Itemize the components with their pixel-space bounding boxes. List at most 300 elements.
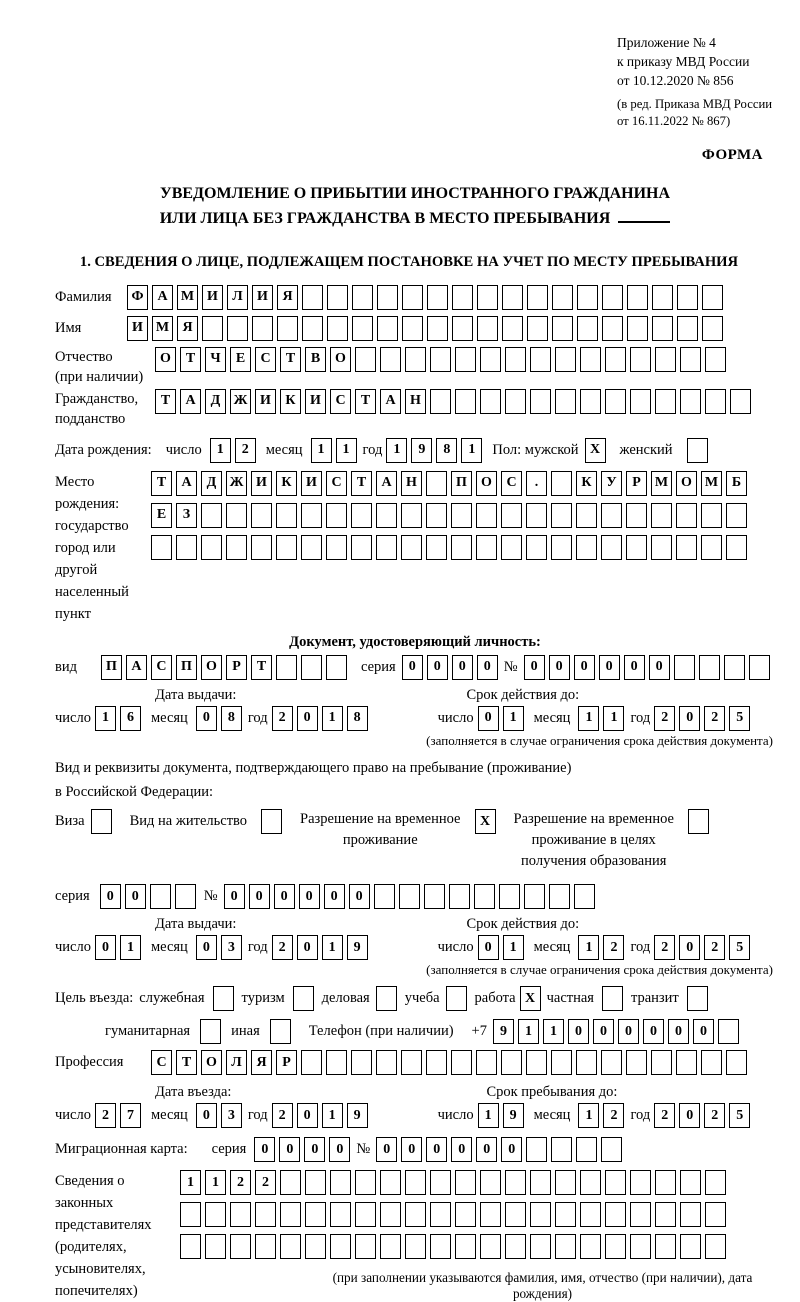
temp-residence-checkbox: X xyxy=(475,809,496,834)
form-cell xyxy=(630,347,651,372)
form-cell: 1 xyxy=(503,706,524,731)
form-cell: 0 xyxy=(224,884,245,909)
year-label: год xyxy=(362,441,383,458)
form-cell: 0 xyxy=(196,706,217,731)
form-cell xyxy=(449,884,470,909)
form-cell: С xyxy=(330,389,351,414)
entry-purpose-row2 xyxy=(55,1019,775,1044)
form-cell: 5 xyxy=(729,1103,750,1128)
doc-issue-year xyxy=(272,706,368,731)
form-cell xyxy=(724,655,745,680)
form-cell xyxy=(380,1234,401,1259)
form-cell xyxy=(326,1050,347,1075)
visa-label: Виза xyxy=(55,813,85,830)
form-cell: С xyxy=(501,471,522,496)
form-cell: 1 xyxy=(543,1019,564,1044)
form-cell: 0 xyxy=(196,1103,217,1128)
form-cell xyxy=(705,1202,726,1227)
form-cell: К xyxy=(280,389,301,414)
form-cell xyxy=(580,1234,601,1259)
form-cell xyxy=(401,1050,422,1075)
form-cell: 5 xyxy=(729,935,750,960)
residence-number-cells xyxy=(224,884,595,909)
form-cell xyxy=(480,1234,501,1259)
doc-type-label: вид xyxy=(55,658,77,675)
form-cell xyxy=(205,1202,226,1227)
form-cell xyxy=(576,1137,597,1162)
form-cell xyxy=(455,347,476,372)
form-cell: 1 xyxy=(120,935,141,960)
form-cell: 0 xyxy=(476,1137,497,1162)
form-cell xyxy=(180,1234,201,1259)
form-cell: Я xyxy=(277,285,298,310)
appendix-line: от 10.12.2020 № 856 xyxy=(617,72,734,88)
form-cell xyxy=(480,347,501,372)
form-cell xyxy=(402,316,423,341)
form-cell xyxy=(255,1202,276,1227)
entry-dates-row: число 2 7 месяц 0 3 год 2 0 1 9 число 1 9 месяц 1 2 год 2 0 2 5 xyxy=(55,1103,775,1128)
migration-number-label: № xyxy=(356,1141,371,1158)
form-cell xyxy=(476,535,497,560)
form-cell xyxy=(680,389,701,414)
entry-purpose-row: Цель въезда: служебная туризм деловая учеба работа X частная транзит xyxy=(55,986,775,1011)
form-cell: 0 xyxy=(349,884,370,909)
form-cell xyxy=(476,1050,497,1075)
doc-number-cells xyxy=(524,655,770,680)
form-cell xyxy=(205,1234,226,1259)
form-cell: У xyxy=(601,471,622,496)
form-cell: О xyxy=(676,471,697,496)
form-cell: Т xyxy=(280,347,301,372)
form-cell: 0 xyxy=(668,1019,689,1044)
form-cell xyxy=(305,1234,326,1259)
form-cell xyxy=(255,1234,276,1259)
purpose-business-checkbox xyxy=(376,986,397,1011)
form-cell xyxy=(605,347,626,372)
identity-doc-heading: Документ, удостоверяющий личность: xyxy=(289,633,541,650)
form-cell xyxy=(377,285,398,310)
form-cell xyxy=(277,316,298,341)
form-cell xyxy=(501,503,522,528)
form-cell xyxy=(630,389,651,414)
form-cell xyxy=(555,1202,576,1227)
form-cell xyxy=(576,1050,597,1075)
form-cell xyxy=(705,1234,726,1259)
form-cell: 2 xyxy=(255,1170,276,1195)
form-cell: Ж xyxy=(226,471,247,496)
form-cell xyxy=(202,316,223,341)
form-cell xyxy=(330,1202,351,1227)
form-cell xyxy=(555,1170,576,1195)
form-cell xyxy=(201,503,222,528)
form-cell xyxy=(602,316,623,341)
form-cell xyxy=(505,389,526,414)
section1-heading: 1. СВЕДЕНИЯ О ЛИЦЕ, ПОДЛЕЖАЩЕМ ПОСТАНОВКЕ НА УЧЕТ ПО МЕСТУ ПРЕБЫВАНИЯ xyxy=(79,253,739,270)
name-label: Имя xyxy=(55,319,82,336)
doc-series-cells xyxy=(402,655,498,680)
birth-place-block xyxy=(55,471,775,625)
form-cell xyxy=(749,655,770,680)
doc-dates-row: число 1 6 месяц 0 8 год 2 0 1 8 число 0 1 месяц 1 1 год 2 0 2 5 xyxy=(55,706,775,731)
forma-label: ФОРМА xyxy=(701,147,763,164)
form-cell: 2 xyxy=(603,1103,624,1128)
form-cell: 2 xyxy=(654,935,675,960)
form-cell xyxy=(377,316,398,341)
residence-issue-header: Дата выдачи: xyxy=(155,916,237,933)
form-cell: О xyxy=(201,1050,222,1075)
form-cell xyxy=(430,1170,451,1195)
form-cell xyxy=(626,1050,647,1075)
form-cell: 7 xyxy=(120,1103,141,1128)
form-cell: 0 xyxy=(279,1137,300,1162)
form-cell xyxy=(702,285,723,310)
form-cell xyxy=(651,503,672,528)
appendix-line: к приказу МВД России xyxy=(617,53,750,69)
form-cell xyxy=(501,535,522,560)
form-cell: Т xyxy=(176,1050,197,1075)
form-cell xyxy=(151,535,172,560)
form-cell xyxy=(430,1234,451,1259)
form-cell: З xyxy=(176,503,197,528)
form-cell: Ч xyxy=(205,347,226,372)
form-cell xyxy=(451,503,472,528)
birth-place-row1 xyxy=(151,471,747,496)
form-cell xyxy=(301,655,322,680)
form-cell xyxy=(676,503,697,528)
form-cell: С xyxy=(151,655,172,680)
form-cell xyxy=(526,535,547,560)
form-cell: 0 xyxy=(95,935,116,960)
form-cell: 0 xyxy=(568,1019,589,1044)
doc-validity-note: (заполняется в случае ограничения срока действия документа) xyxy=(426,732,773,748)
form-title-line2: ИЛИ ЛИЦА БЕЗ ГРАЖДАНСТВА В МЕСТО ПРЕБЫВАНИЯ xyxy=(55,207,775,232)
form-cell: Б xyxy=(726,471,747,496)
form-cell xyxy=(330,1170,351,1195)
form-cell: Т xyxy=(251,655,272,680)
form-cell xyxy=(530,1234,551,1259)
form-cell xyxy=(726,1050,747,1075)
form-cell xyxy=(680,1234,701,1259)
form-cell: 8 xyxy=(436,438,457,463)
form-cell xyxy=(455,1202,476,1227)
form-cell: 9 xyxy=(493,1019,514,1044)
form-cell xyxy=(726,503,747,528)
citizenship-label: Гражданство, подданство xyxy=(55,390,139,427)
form-cell xyxy=(426,471,447,496)
representatives-row2 xyxy=(180,1202,775,1227)
form-cell: А xyxy=(180,389,201,414)
form-cell xyxy=(677,316,698,341)
birth-month-cells xyxy=(311,438,357,463)
form-cell: А xyxy=(152,285,173,310)
form-cell xyxy=(718,1019,739,1044)
form-cell xyxy=(230,1234,251,1259)
form-cell xyxy=(630,1170,651,1195)
form-cell xyxy=(699,655,720,680)
form-cell xyxy=(555,389,576,414)
form-cell xyxy=(230,1202,251,1227)
form-cell: 0 xyxy=(524,655,545,680)
form-cell xyxy=(301,1050,322,1075)
form-cell xyxy=(426,1050,447,1075)
form-cell: 2 xyxy=(603,935,624,960)
form-cell xyxy=(175,884,196,909)
form-cell xyxy=(680,347,701,372)
form-cell: 0 xyxy=(649,655,670,680)
form-cell xyxy=(201,535,222,560)
form-cell: М xyxy=(701,471,722,496)
form-cell xyxy=(580,347,601,372)
residence-intro-line2: в Российской Федерации: xyxy=(55,783,214,800)
form-cell xyxy=(601,1050,622,1075)
form-cell xyxy=(580,1170,601,1195)
form-cell xyxy=(705,389,726,414)
form-cell: А xyxy=(126,655,147,680)
form-cell: И xyxy=(301,471,322,496)
form-cell xyxy=(576,503,597,528)
form-cell xyxy=(430,347,451,372)
form-cell: О xyxy=(155,347,176,372)
form-cell: 1 xyxy=(336,438,357,463)
form-cell: 1 xyxy=(322,935,343,960)
form-cell: И xyxy=(202,285,223,310)
gender-female-checkbox xyxy=(687,438,708,463)
purpose-private-checkbox xyxy=(602,986,623,1011)
form-cell xyxy=(327,285,348,310)
stay-year xyxy=(654,1103,750,1128)
form-cell: 0 xyxy=(196,935,217,960)
form-cell xyxy=(701,503,722,528)
form-cell xyxy=(677,285,698,310)
form-cell: 9 xyxy=(411,438,432,463)
form-cell xyxy=(150,884,171,909)
form-cell: О xyxy=(201,655,222,680)
form-cell xyxy=(352,316,373,341)
form-cell xyxy=(627,285,648,310)
form-cell: Т xyxy=(155,389,176,414)
form-cell xyxy=(455,1234,476,1259)
form-cell xyxy=(380,1202,401,1227)
form-cell xyxy=(552,316,573,341)
form-cell: Н xyxy=(405,389,426,414)
form-cell xyxy=(524,884,545,909)
form-cell: С xyxy=(326,471,347,496)
residence-series-row xyxy=(55,884,775,909)
form-cell xyxy=(426,535,447,560)
form-cell xyxy=(176,535,197,560)
form-cell xyxy=(530,347,551,372)
form-cell xyxy=(655,1234,676,1259)
form-cell: 6 xyxy=(120,706,141,731)
form-cell: 1 xyxy=(478,1103,499,1128)
form-cell xyxy=(405,1202,426,1227)
form-cell: 0 xyxy=(125,884,146,909)
residence-issue-day xyxy=(95,935,141,960)
birth-date-row xyxy=(55,438,775,463)
form-cell: 0 xyxy=(693,1019,714,1044)
form-cell: А xyxy=(176,471,197,496)
purpose-tourism-checkbox xyxy=(293,986,314,1011)
form-cell: И xyxy=(255,389,276,414)
residence-valid-day xyxy=(478,935,524,960)
form-cell: 0 xyxy=(254,1137,275,1162)
form-cell xyxy=(502,285,523,310)
form-cell xyxy=(726,535,747,560)
residence-intro-line1: Вид и реквизиты документа, подтверждающего право на пребывание (проживание) xyxy=(55,759,572,776)
form-cell: 1 xyxy=(205,1170,226,1195)
representatives-block xyxy=(55,1170,775,1302)
form-cell xyxy=(355,347,376,372)
form-cell xyxy=(351,503,372,528)
form-cell: 0 xyxy=(299,884,320,909)
form-cell: Р xyxy=(276,1050,297,1075)
form-cell xyxy=(305,1170,326,1195)
residence-issue-month xyxy=(196,935,242,960)
stay-day xyxy=(478,1103,524,1128)
form-cell: 0 xyxy=(549,655,570,680)
entry-date-headers xyxy=(55,1084,775,1101)
form-cell xyxy=(430,1202,451,1227)
form-cell xyxy=(680,1170,701,1195)
form-cell xyxy=(549,884,570,909)
form-cell xyxy=(701,535,722,560)
form-cell: Ж xyxy=(230,389,251,414)
birth-date-label: Дата рождения: xyxy=(55,441,152,458)
form-cell xyxy=(376,1050,397,1075)
birth-place-rows xyxy=(151,471,747,560)
form-cell: М xyxy=(177,285,198,310)
patronymic-cells xyxy=(155,347,726,372)
form-cell: 2 xyxy=(654,1103,675,1128)
form-cell xyxy=(351,535,372,560)
form-cell xyxy=(376,535,397,560)
form-cell: 0 xyxy=(593,1019,614,1044)
form-cell: 0 xyxy=(402,655,423,680)
residence-options-row xyxy=(55,809,775,872)
form-cell: И xyxy=(252,285,273,310)
form-cell xyxy=(652,316,673,341)
blank-underline xyxy=(618,207,670,223)
residence-series-cells xyxy=(100,884,196,909)
residence-valid-header: Срок действия до: xyxy=(466,916,580,933)
form-cell: 0 xyxy=(478,706,499,731)
form-cell xyxy=(451,535,472,560)
form-cell: О xyxy=(330,347,351,372)
birth-day-cells xyxy=(210,438,256,463)
form-cell xyxy=(405,1170,426,1195)
form-cell xyxy=(680,1202,701,1227)
representatives-label: Сведения о законных представителях (родителях, усыновителях, попечителях) xyxy=(55,1173,152,1300)
form-cell xyxy=(401,535,422,560)
form-cell: Р xyxy=(226,655,247,680)
form-cell xyxy=(530,389,551,414)
residence-valid-month xyxy=(578,935,624,960)
form-cell xyxy=(555,1234,576,1259)
birth-year-cells xyxy=(386,438,482,463)
doc-number-label: № xyxy=(503,658,518,675)
purpose-study-checkbox xyxy=(446,986,467,1011)
form-cell: И xyxy=(251,471,272,496)
form-cell: А xyxy=(376,471,397,496)
form-cell xyxy=(630,1202,651,1227)
form-cell xyxy=(551,1050,572,1075)
form-cell: 0 xyxy=(274,884,295,909)
form-cell: 0 xyxy=(624,655,645,680)
form-cell xyxy=(452,316,473,341)
form-cell xyxy=(480,1202,501,1227)
form-cell: 1 xyxy=(180,1170,201,1195)
form-cell xyxy=(355,1202,376,1227)
form-cell xyxy=(605,1234,626,1259)
form-cell: 0 xyxy=(643,1019,664,1044)
purpose-transit-checkbox xyxy=(687,986,708,1011)
form-cell: М xyxy=(651,471,672,496)
form-cell xyxy=(526,1137,547,1162)
form-cell xyxy=(226,503,247,528)
gender-male-checkbox: X xyxy=(585,438,606,463)
form-cell xyxy=(626,503,647,528)
name-cells xyxy=(127,316,723,341)
form-cell xyxy=(605,1170,626,1195)
form-title-line1: УВЕДОМЛЕНИЕ О ПРИБЫТИИ ИНОСТРАННОГО ГРАЖДАНИНА xyxy=(159,185,671,203)
form-cell: Е xyxy=(151,503,172,528)
form-cell xyxy=(355,1234,376,1259)
form-cell xyxy=(605,389,626,414)
form-cell xyxy=(705,1170,726,1195)
form-cell: Я xyxy=(177,316,198,341)
migration-series-cells xyxy=(254,1137,350,1162)
form-cell xyxy=(227,316,248,341)
form-cell xyxy=(552,285,573,310)
form-cell: 2 xyxy=(272,706,293,731)
form-cell: 2 xyxy=(704,935,725,960)
form-cell: Т xyxy=(151,471,172,496)
form-cell: Е xyxy=(230,347,251,372)
doc-date-headers xyxy=(55,687,775,704)
form-cell xyxy=(305,1202,326,1227)
form-cell: 2 xyxy=(230,1170,251,1195)
form-cell xyxy=(630,1234,651,1259)
form-cell xyxy=(452,285,473,310)
form-cell: 0 xyxy=(477,655,498,680)
migration-card-row xyxy=(55,1137,775,1162)
form-cell: О xyxy=(476,471,497,496)
form-cell xyxy=(601,535,622,560)
form-cell xyxy=(455,1170,476,1195)
migration-number-cells xyxy=(376,1137,622,1162)
phone-prefix: +7 xyxy=(471,1023,487,1040)
form-cell: 1 xyxy=(578,935,599,960)
form-cell xyxy=(676,1050,697,1075)
form-cell: 2 xyxy=(704,706,725,731)
form-cell xyxy=(505,1234,526,1259)
form-cell xyxy=(505,1170,526,1195)
representatives-row3 xyxy=(180,1234,775,1259)
form-cell xyxy=(499,884,520,909)
purpose-label: Цель въезда: xyxy=(55,990,134,1007)
form-cell: 1 xyxy=(311,438,332,463)
form-cell: 2 xyxy=(654,706,675,731)
form-cell xyxy=(505,347,526,372)
form-cell xyxy=(427,285,448,310)
doc-type-cells xyxy=(101,655,347,680)
profession-label: Профессия xyxy=(55,1054,124,1071)
form-cell xyxy=(530,1202,551,1227)
form-cell xyxy=(674,655,695,680)
form-cell: И xyxy=(305,389,326,414)
form-cell xyxy=(326,535,347,560)
form-cell: 1 xyxy=(578,1103,599,1128)
